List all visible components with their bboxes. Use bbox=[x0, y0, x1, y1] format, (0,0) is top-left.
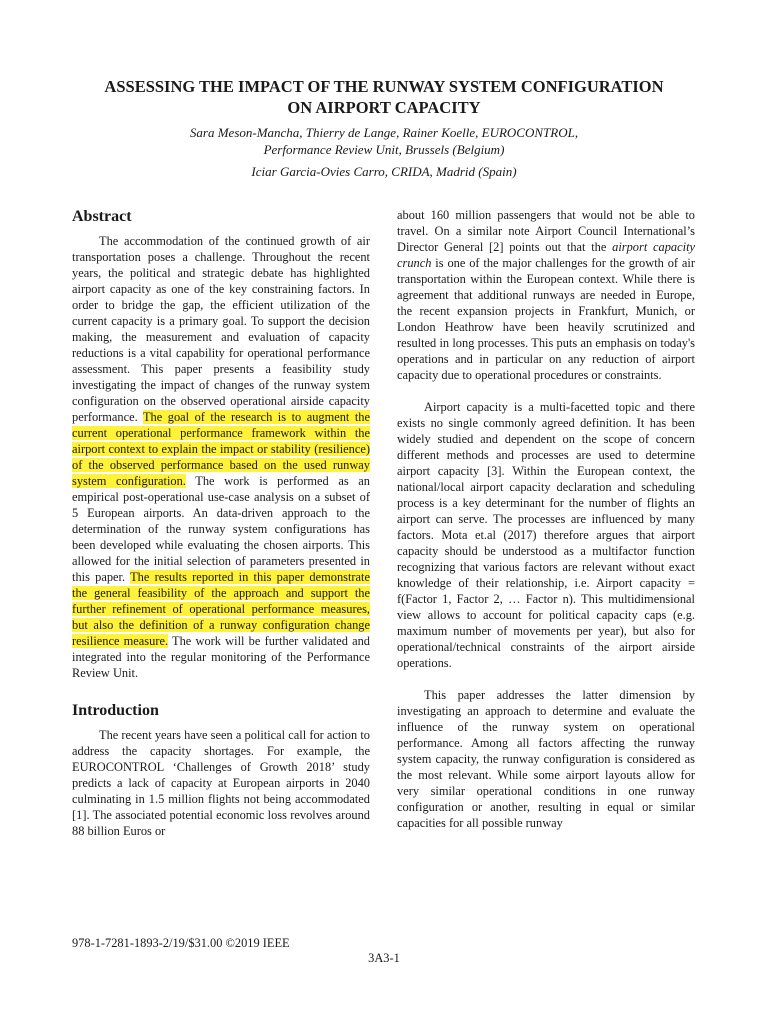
abstract-text-3: The work will be further validated and integrated into the regular monitoring of the Performance Review Unit. bbox=[72, 634, 370, 680]
abstract-text-2: The work is performed as an empirical post-operational use-case analysis on a subset of 5 European airports. An data-driven approach to the determination of the runway system configurations has been developed while evaluating the chosen airports. This allowed for the initial selection of parameters presented in this paper. bbox=[72, 474, 370, 584]
capacity-paragraph: Airport capacity is a multi-facetted topic and there exists no single commonly agreed definition. It has been widely studied and dependent on the scope of concern different methods and processes are used to determine airport capacity [3]. Within the European context, the national/local airport capacity declaration and scheduling process is a key determinant for the number of flights an airport can serve. The processes are influenced by many factors. Mota et.al (2017) therefore argues that airport capacity should be understood as a multifactor function recognizing that various factors are relevant without exact knowledge of their relationship, i.e. Airport capacity = f(Factor 1, Factor 2, … Factor n). This multidimensional view allows to account for political capacity caps (e.g. maximum number of movements per year), but also for operational/technical constraints of the airport airside operations. bbox=[397, 400, 695, 670]
intro-continued-text-a: about 160 million passengers that would not be able to travel. On a similar note Airport Council International’s Director General [2] points out that the bbox=[397, 208, 695, 254]
title-line-2: ON AIRPORT CAPACITY bbox=[287, 98, 481, 117]
abstract-highlight-2: The results reported in this paper demonstrate the general feasibility of the approach and support the further refinement of operational performance measures, but also the definition of a runway configuration change resilience measure. bbox=[72, 570, 370, 648]
scope-paragraph: This paper addresses the latter dimension by investigating an approach to determine and evaluate the influence of the runway system on operational performance. Among all factors affecting the runway system capacity, the runway configuration is considered as the most relevant. While some airport layouts allow for very similar operational conditions in one runway configuration or another, resulting in equal or similar capacities for all possible runway bbox=[397, 688, 695, 830]
introduction-heading: Introduction bbox=[72, 702, 159, 719]
left-column bbox=[72, 207, 370, 839]
title-line-1: ASSESSING THE IMPACT OF THE RUNWAY SYSTEM CONFIGURATION bbox=[104, 77, 664, 96]
paper-title bbox=[60, 76, 708, 118]
intro-emphasis: airport capacity crunch bbox=[397, 240, 696, 270]
authors-line-1: Sara Meson-Mancha, Thierry de Lange, Rainer Koelle, EUROCONTROL, bbox=[189, 125, 579, 140]
copyright-identifier: 978-1-7281-1893-2/19/$31.00 ©2019 IEEE bbox=[72, 936, 290, 950]
page-number: 3A3-1 bbox=[368, 951, 400, 965]
authors-line-3: Iciar Garcia-Ovies Carro, CRIDA, Madrid (Spain) bbox=[251, 164, 517, 179]
intro-continued-text-b: is one of the major challenges for the growth of air transportation within the European context. While there is agreement that additional runways are needed in Europe, the recent expansion projects in Frankfurt, Munich, or London Heathrow have been heavily scrutinized and resulted in long processes. This puts an emphasis on today's operations and in particular on any reduction of airport capacity due to operational procedures or constraints. bbox=[397, 256, 695, 382]
right-column bbox=[397, 207, 695, 831]
authors-line-2: Performance Review Unit, Brussels (Belgium) bbox=[263, 142, 505, 157]
intro-continued-paragraph bbox=[397, 207, 695, 383]
abstract-heading: Abstract bbox=[72, 208, 132, 225]
abstract-highlight-1: The goal of the research is to augment the current operational performance framework within the airport context to explain the impact or stability (resilience) of the observed performance based on the used runway system configuration. bbox=[72, 410, 371, 488]
introduction-paragraph-1: The recent years have seen a political call for action to address the capacity shortages. For example, the EUROCONTROL ‘Challenges of Growth 2018’ study predicts a lack of capacity at European airports in 2040 culminating in 1.5 million flights not being accommodated [1]. The associated potential economic loss revolves around 88 billion Euros or bbox=[72, 728, 370, 838]
author-block bbox=[60, 124, 708, 180]
abstract-paragraph bbox=[72, 233, 370, 681]
abstract-text-1: The accommodation of the continued growth of air transportation poses a challenge. Throughout the recent years, the political and strategic debate has highlighted airport capacity as one of the key constraining factors. In order to bridge the gap, the efficient utilization of the current capacity is a primary goal. To support the decision making, the measurement and evaluation of capacity reductions is a vital capability for operational performance assessment. This paper presents a feasibility study investigating the impact of changes of the runway system configuration on the observed operational airside capacity performance. bbox=[72, 234, 370, 424]
